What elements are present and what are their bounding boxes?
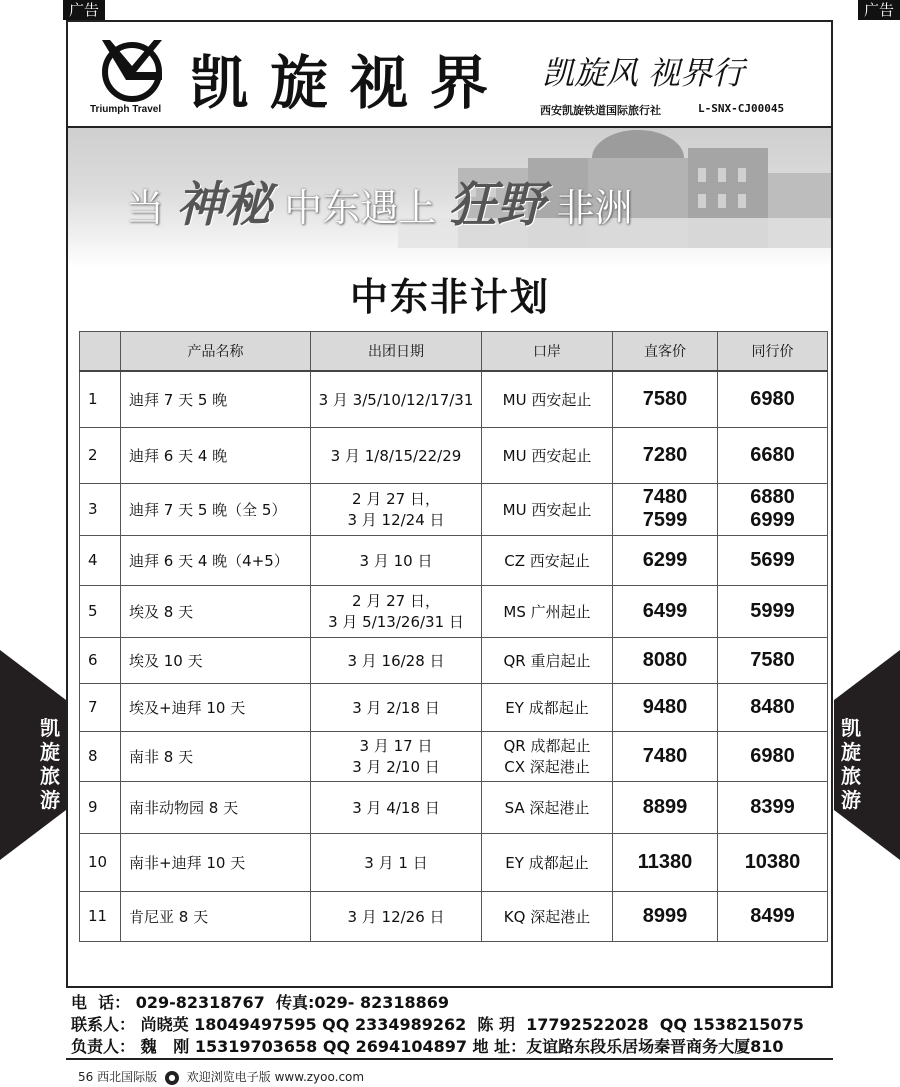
departure-date [311, 585, 482, 637]
product-name [121, 371, 311, 427]
side-tab-right [834, 650, 900, 860]
direct-price-line-1: 9480 [642, 695, 688, 718]
departure-date [311, 637, 482, 683]
departure-date [311, 891, 482, 941]
product-name-line-1: 南非+迪拜 10 天 [129, 853, 246, 872]
port-info [482, 781, 613, 833]
direct-price [613, 781, 718, 833]
direct-price-line-1: 7280 [642, 443, 688, 466]
row-index-line-1: 9 [88, 798, 98, 816]
footer-text: 欢迎浏览电子版 www.zyoo.com [186, 1070, 365, 1084]
direct-price-line-1: 7480 [642, 486, 688, 508]
page-number: 56 [78, 1070, 94, 1084]
direct-price [613, 371, 718, 427]
direct-price [613, 535, 718, 585]
table-row [80, 781, 828, 833]
peer-price-line-1: 6980 [750, 744, 795, 767]
port-info-line-1: KQ 深起港止 [503, 907, 591, 926]
peer-price-line-1: 6980 [750, 387, 795, 410]
table-row [80, 731, 828, 781]
departure-date-line-1: 3 月 1/8/15/22/29 [330, 446, 462, 465]
port-info [482, 731, 613, 781]
direct-price [613, 637, 718, 683]
table-row [80, 585, 828, 637]
product-name-line-1: 迪拜 6 天 4 晚 [129, 446, 228, 465]
footer-divider [66, 1058, 833, 1060]
direct-price-line-1: 6499 [642, 599, 688, 622]
product-name [121, 833, 311, 891]
row-index-line-1: 8 [88, 747, 98, 765]
product-name [121, 891, 311, 941]
product-name [121, 731, 311, 781]
logo-caption: Triumph Travel [90, 104, 162, 115]
contact-line-manager: 负责人： 魏 刚 15319703658 QQ 2694104897 地 址：友谊路东段乐居场秦晋商务大厦810 [71, 1037, 784, 1056]
product-name [121, 535, 311, 585]
row-index-line-1: 2 [88, 446, 98, 464]
row-index [80, 637, 121, 683]
contact-line-contacts: 联系人： 尚晓英 18049497595 QQ 2334989262 陈 玥 17792522028 QQ 1538215075 [71, 1015, 804, 1034]
peer-price-line-1: 10380 [744, 850, 801, 873]
row-index [80, 427, 121, 483]
row-index [80, 585, 121, 637]
table-body [80, 371, 828, 941]
departure-date-line-2: 3 月 12/24 日 [347, 511, 445, 529]
departure-date-line-1: 3 月 3/5/10/12/17/31 [318, 390, 474, 409]
direct-price-line-1: 8999 [642, 904, 688, 927]
departure-date [311, 731, 482, 781]
peer-price [718, 535, 828, 585]
row-index [80, 483, 121, 535]
peer-price [718, 731, 828, 781]
col-header-date: 出团日期 [311, 332, 482, 372]
departure-date-line-1: 2 月 27 日， [352, 592, 440, 610]
departure-date-line-1: 3 月 4/18 日 [352, 798, 440, 817]
ad-tag-right: 广告 [858, 0, 900, 20]
departure-date [311, 781, 482, 833]
banner-word-1: 当 [126, 186, 165, 230]
row-index [80, 683, 121, 731]
banner-headline [126, 166, 632, 235]
peer-price [718, 781, 828, 833]
direct-price [613, 483, 718, 535]
table-row [80, 833, 828, 891]
peer-price [718, 891, 828, 941]
row-index-line-1: 11 [88, 907, 108, 925]
side-tab-left [0, 650, 66, 860]
port-info-line-1: MU 西安起止 [502, 500, 592, 519]
peer-price-line-1: 8480 [750, 695, 795, 718]
direct-price-line-1: 7480 [642, 744, 688, 767]
departure-date-line-1: 3 月 10 日 [359, 551, 433, 570]
product-name [121, 585, 311, 637]
row-index-line-1: 3 [88, 500, 98, 518]
departure-date-line-1: 3 月 2/18 日 [352, 698, 440, 717]
port-info [482, 585, 613, 637]
departure-date-line-1: 3 月 17 日 [359, 737, 433, 755]
port-info [482, 427, 613, 483]
peer-price-line-1: 8399 [750, 795, 795, 818]
product-name [121, 427, 311, 483]
direct-price-line-2: 7599 [642, 509, 688, 531]
peer-price-line-1: 5999 [750, 599, 795, 622]
side-label-left: 凯旋旅游 [40, 716, 60, 812]
page-footer [78, 1068, 364, 1085]
triumph-logo-icon [96, 32, 168, 104]
license-number: L-SNX-CJ00045 [698, 102, 785, 115]
banner-word-2: 神秘 [176, 177, 273, 233]
direct-price [613, 683, 718, 731]
banner-word-5: 非洲 [556, 186, 633, 230]
peer-price [718, 833, 828, 891]
peer-price [718, 637, 828, 683]
ad-tag-left: 广告 [63, 0, 105, 20]
direct-price [613, 427, 718, 483]
port-info-line-2: CX 深起港止 [504, 758, 590, 776]
col-header-direct-price: 直客价 [613, 332, 718, 372]
row-index-line-1: 1 [88, 390, 98, 409]
col-header-port: 口岸 [482, 332, 613, 372]
departure-date-line-2: 3 月 5/13/26/31 日 [328, 613, 464, 631]
row-index [80, 833, 121, 891]
departure-date [311, 833, 482, 891]
row-index [80, 371, 121, 427]
departure-date-line-1: 3 月 12/26 日 [347, 907, 445, 926]
contact-block [71, 992, 804, 1058]
port-info [482, 371, 613, 427]
product-name-line-1: 埃及+迪拜 10 天 [129, 698, 246, 717]
edition-name: 西北国际版 [97, 1070, 158, 1084]
row-index [80, 535, 121, 585]
product-name-line-1: 肯尼亚 8 天 [129, 907, 209, 926]
table-row [80, 427, 828, 483]
departure-date [311, 535, 482, 585]
port-info-line-1: QR 成都起止 [503, 737, 591, 755]
row-index-line-1: 5 [88, 602, 98, 620]
table-row [80, 371, 828, 427]
peer-price-line-1: 6880 [750, 486, 795, 508]
product-name-line-1: 迪拜 7 天 5 晚 [129, 390, 228, 409]
peer-price [718, 483, 828, 535]
product-name-line-1: 埃及 10 天 [129, 651, 203, 670]
peer-price-line-1: 8499 [750, 904, 795, 927]
direct-price [613, 833, 718, 891]
product-name-line-1: 南非 8 天 [129, 747, 194, 766]
table-row [80, 535, 828, 585]
hero-banner [68, 128, 831, 268]
side-label-right: 凯旋旅游 [841, 716, 861, 812]
departure-date-line-1: 2 月 27 日， [352, 490, 440, 508]
peer-price [718, 683, 828, 731]
port-info [482, 683, 613, 731]
table-row [80, 483, 828, 535]
tour-price-table [79, 331, 828, 942]
peer-price [718, 585, 828, 637]
port-info-line-1: CZ 西安起止 [504, 551, 590, 570]
contact-line-phone: 电 话： 029-82318767 传真:029- 82318869 [71, 993, 450, 1012]
peer-price [718, 371, 828, 427]
row-index-line-1: 7 [88, 698, 98, 716]
departure-date [311, 683, 482, 731]
direct-price-line-1: 8899 [642, 795, 688, 818]
header [68, 22, 831, 128]
product-name-line-1: 南非动物园 8 天 [129, 798, 239, 817]
port-info-line-1: SA 深起港止 [504, 798, 590, 817]
departure-date-line-2: 3 月 2/10 日 [352, 758, 440, 776]
col-header-index [80, 332, 121, 372]
product-name-line-1: 迪拜 7 天 5 晚（全 5） [129, 500, 287, 519]
port-info-line-1: EY 成都起止 [505, 698, 589, 717]
row-index [80, 891, 121, 941]
table-row [80, 683, 828, 731]
departure-date [311, 371, 482, 427]
product-name-line-1: 埃及 8 天 [129, 602, 194, 621]
row-index [80, 731, 121, 781]
product-name [121, 683, 311, 731]
row-index [80, 781, 121, 833]
port-info [482, 483, 613, 535]
peer-price-line-2: 6999 [750, 509, 795, 531]
direct-price-line-1: 11380 [637, 850, 693, 873]
direct-price-line-1: 8080 [642, 648, 688, 671]
departure-date-line-1: 3 月 16/28 日 [347, 651, 445, 670]
table-header-row [80, 332, 828, 372]
peer-price-line-1: 5699 [750, 548, 795, 571]
direct-price-line-1: 6299 [642, 548, 688, 571]
brand-name: 凯旋视界 [190, 49, 511, 117]
product-name [121, 483, 311, 535]
row-index-line-1: 4 [88, 551, 98, 569]
zyoo-logo-icon: ● [165, 1071, 179, 1085]
table-row [80, 891, 828, 941]
peer-price-line-1: 7580 [750, 648, 795, 671]
direct-price [613, 891, 718, 941]
departure-date-line-1: 3 月 1 日 [364, 853, 428, 872]
port-info-line-1: MU 西安起止 [502, 390, 592, 409]
banner-word-4: 狂野 [448, 177, 545, 233]
peer-price [718, 427, 828, 483]
direct-price-line-1: 7580 [642, 387, 688, 410]
direct-price [613, 731, 718, 781]
col-header-peer-price: 同行价 [718, 332, 828, 372]
port-info [482, 637, 613, 683]
table-row [80, 637, 828, 683]
row-index-line-1: 6 [88, 651, 98, 669]
peer-price-line-1: 6680 [750, 443, 795, 466]
port-info [482, 535, 613, 585]
port-info-line-1: MS 广州起止 [503, 602, 591, 621]
direct-price [613, 585, 718, 637]
port-info [482, 833, 613, 891]
port-info-line-1: MU 西安起止 [502, 446, 592, 465]
company-name: 西安凯旋铁道国际旅行社 [540, 104, 661, 117]
departure-date [311, 483, 482, 535]
port-info-line-1: QR 重启起止 [503, 651, 591, 670]
slogan: 凯旋风 视界行 [542, 54, 745, 92]
departure-date [311, 427, 482, 483]
banner-word-3: 中东遇上 [284, 186, 437, 230]
port-info [482, 891, 613, 941]
row-index-line-1: 10 [88, 853, 108, 871]
col-header-product: 产品名称 [121, 332, 311, 372]
plan-title: 中东非计划 [349, 275, 550, 319]
port-info-line-1: EY 成都起止 [505, 853, 589, 872]
product-name [121, 781, 311, 833]
product-name-line-1: 迪拜 6 天 4 晚（4+5） [129, 551, 289, 570]
product-name [121, 637, 311, 683]
